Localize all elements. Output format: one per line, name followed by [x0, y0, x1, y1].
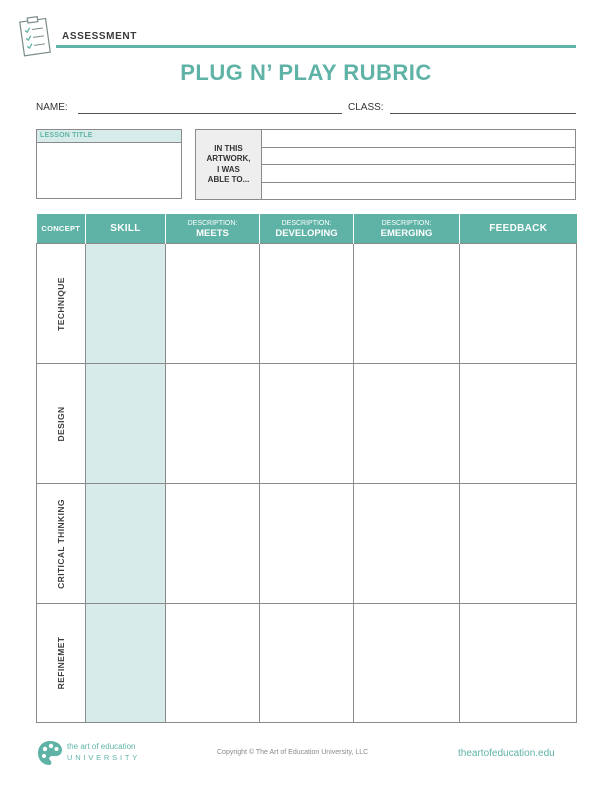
header-emerging-caption: DESCRIPTION:: [381, 219, 432, 227]
header-emerging: [354, 214, 460, 244]
artwork-line[interactable]: [262, 147, 575, 148]
header-meets: [166, 214, 260, 244]
concept-cell: [37, 604, 86, 723]
header-developing: [260, 214, 354, 244]
table-row: [37, 484, 577, 604]
meets-cell[interactable]: [166, 244, 260, 364]
developing-cell[interactable]: [260, 364, 354, 484]
name-label: NAME:: [36, 102, 68, 113]
header-feedback: FEEDBACK: [460, 214, 577, 244]
emerging-cell[interactable]: [354, 244, 460, 364]
skill-cell[interactable]: [86, 364, 166, 484]
artwork-label-cell: [196, 130, 262, 199]
concept-cell: [37, 364, 86, 484]
artwork-label: IN THIS ARTWORK, I WAS ABLE TO...: [206, 143, 251, 184]
header-concept: CONCEPT: [37, 214, 86, 244]
class-label: CLASS:: [348, 102, 384, 113]
meets-cell[interactable]: [166, 484, 260, 604]
name-field[interactable]: [78, 113, 342, 114]
header-developing-label: DEVELOPING: [275, 227, 338, 239]
feedback-cell[interactable]: [460, 604, 577, 723]
header-skill: SKILL: [86, 214, 166, 244]
feedback-cell[interactable]: [460, 364, 577, 484]
concept-label: REFINEMET: [56, 636, 66, 690]
developing-cell[interactable]: [260, 244, 354, 364]
concept-cell: [37, 484, 86, 604]
emerging-cell[interactable]: [354, 364, 460, 484]
logo-text-line2: UNIVERSITY: [67, 753, 141, 762]
skill-cell[interactable]: [86, 484, 166, 604]
feedback-cell[interactable]: [460, 484, 577, 604]
rubric-table: [36, 214, 577, 723]
logo-text-line1: the art of education: [67, 742, 136, 751]
website-link[interactable]: theartofeducation.edu: [458, 748, 555, 759]
concept-label: CRITICAL THINKING: [56, 498, 66, 589]
feedback-cell[interactable]: [460, 244, 577, 364]
header-meets-label: MEETS: [196, 227, 229, 239]
meets-cell[interactable]: [166, 604, 260, 723]
table-row: [37, 604, 577, 723]
emerging-cell[interactable]: [354, 484, 460, 604]
header-developing-caption: DESCRIPTION:: [281, 219, 332, 227]
table-row: [37, 244, 577, 364]
artwork-line[interactable]: [262, 182, 575, 183]
artwork-line[interactable]: [262, 164, 575, 165]
class-field[interactable]: [390, 113, 576, 114]
copyright-text: Copyright © The Art of Education University, LLC: [217, 749, 369, 756]
artwork-statement-box: [195, 129, 576, 200]
concept-cell: [37, 244, 86, 364]
header-emerging-label: EMERGING: [380, 227, 433, 239]
concept-label: DESIGN: [56, 406, 66, 441]
concept-label: TECHNIQUE: [56, 276, 66, 331]
lesson-title-label: LESSON TITLE: [37, 130, 181, 143]
table-header-row: [37, 214, 577, 244]
section-label: ASSESSMENT: [62, 31, 137, 42]
table-row: [37, 364, 577, 484]
lesson-title-box[interactable]: [36, 129, 182, 199]
emerging-cell[interactable]: [354, 604, 460, 723]
skill-cell[interactable]: [86, 244, 166, 364]
meets-cell[interactable]: [166, 364, 260, 484]
developing-cell[interactable]: [260, 484, 354, 604]
header-meets-caption: DESCRIPTION:: [187, 219, 238, 227]
developing-cell[interactable]: [260, 604, 354, 723]
header-divider: [56, 45, 576, 48]
skill-cell[interactable]: [86, 604, 166, 723]
checklist-icon: [16, 14, 56, 60]
palette-logo-icon: [36, 739, 64, 767]
page-title: PLUG N’ PLAY RUBRIC: [180, 60, 432, 85]
